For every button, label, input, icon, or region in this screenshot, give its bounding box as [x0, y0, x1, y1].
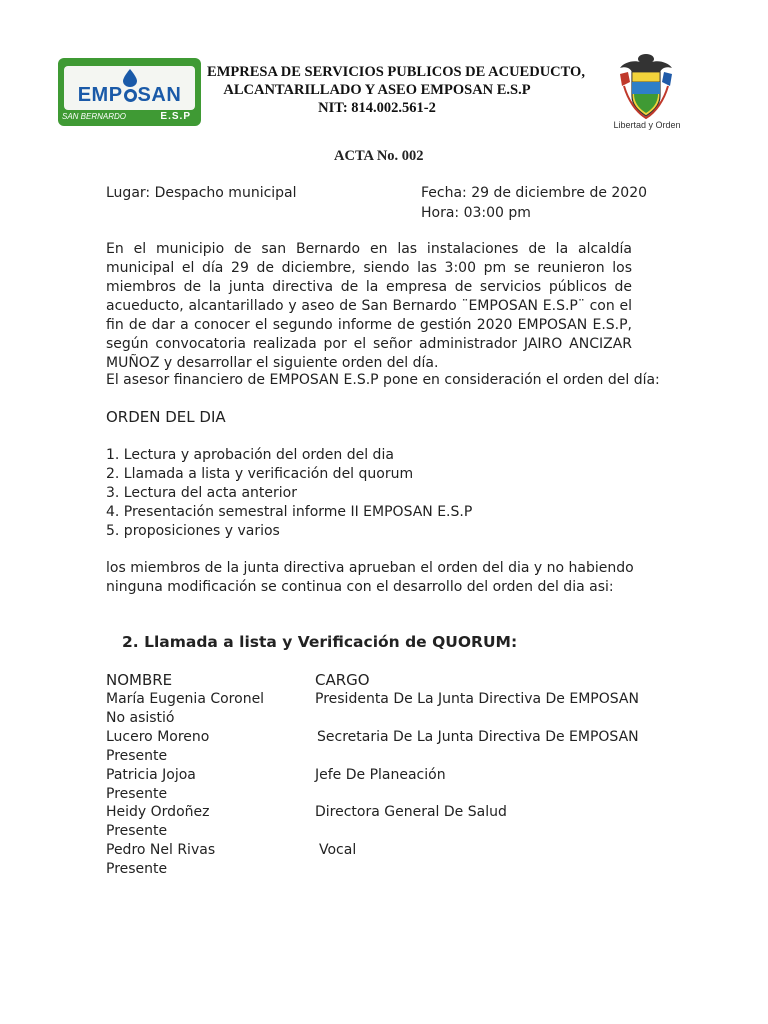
shield-motto: Libertad y Orden	[613, 120, 681, 130]
intro-paragraph: En el municipio de san Bernardo en las instalaciones de la alcaldía municipal el día 29 de diciembre, siendo las 3:00 pm se reunieron los miembros de la junta directiva de la empresa de servicios públicos de acueducto, alcantarillado y aseo de San Bernardo ¨EMPOSAN E.S.P¨ con el fin de dar a conocer el segundo informe de gestión 2020 EMPOSAN E.S.P, según convocatoria realizada por el señor administrador JAIRO ANCIZAR MUÑOZ y desarrollar el siguiente orden del día.	[106, 241, 632, 371]
logo-wordmark	[64, 85, 195, 105]
meta-fecha: Fecha: 29 de diciembre de 2020	[421, 185, 648, 201]
orden-item: 5. proposiciones y varios	[106, 523, 280, 539]
row-nombre: María Eugenia Coronel	[106, 691, 265, 707]
logo-brand-right: SAN	[137, 84, 182, 106]
row-cargo: Presidenta De La Junta Directiva De EMPOSAN	[315, 691, 639, 707]
meta-hora: Hora: 03:00 pm	[421, 205, 531, 221]
logo-panel	[64, 66, 195, 110]
logo-suffix: E.S.P	[160, 111, 191, 122]
row-nombre: Patricia Jojoa	[106, 767, 196, 783]
company-nit: NIT: 814.002.561-2	[318, 100, 436, 116]
row-estado: Presente	[106, 786, 168, 802]
col-header-cargo: CARGO	[315, 671, 370, 689]
row-estado: Presente	[106, 823, 168, 839]
aprobacion-line-2: ninguna modificación se continua con el desarrollo del orden del dia asi:	[106, 579, 614, 595]
aprobacion-line-1: los miembros de la junta directiva aprueban el orden del dia y no habiendo	[106, 560, 634, 576]
col-header-nombre: NOMBRE	[106, 671, 173, 689]
company-name-line2: ALCANTARILLADO Y ASEO EMPOSAN E.S.P	[223, 82, 531, 98]
logo-town: SAN BERNARDO	[62, 112, 127, 121]
orden-item: 3. Lectura del acta anterior	[106, 485, 297, 501]
asesor-line: El asesor financiero de EMPOSAN E.S.P pone en consideración el orden del día:	[106, 372, 660, 388]
orden-item: 4. Presentación semestral informe II EMPOSAN E.S.P	[106, 504, 473, 520]
row-estado: No asistió	[106, 710, 175, 726]
logo-brand-left: EMP	[77, 84, 123, 106]
row-cargo: Jefe De Planeación	[315, 767, 446, 783]
row-cargo: Directora General De Salud	[315, 804, 507, 820]
meta-lugar: Lugar: Despacho municipal	[106, 185, 297, 201]
row-nombre: Lucero Moreno	[106, 729, 210, 745]
coat-of-arms-icon	[614, 52, 678, 122]
company-name-line1: EMPRESA DE SERVICIOS PUBLICOS DE ACUEDUCTO,	[207, 64, 585, 80]
orden-item: 2. Llamada a lista y verificación del quorum	[106, 466, 414, 482]
emposan-logo	[58, 58, 201, 126]
acta-title: ACTA No. 002	[334, 148, 424, 164]
row-estado: Presente	[106, 748, 168, 764]
row-nombre: Pedro Nel Rivas	[106, 842, 216, 858]
row-cargo: Vocal	[319, 842, 357, 858]
orden-item: 1. Lectura y aprobación del orden del dia	[106, 447, 394, 463]
orden-heading: ORDEN DEL DIA	[106, 408, 226, 426]
row-nombre: Heidy Ordoñez	[106, 804, 210, 820]
row-cargo: Secretaria De La Junta Directiva De EMPOSAN	[317, 729, 639, 745]
logo-o-ring	[124, 89, 137, 102]
row-estado: Presente	[106, 861, 168, 877]
quorum-heading: 2. Llamada a lista y Verificación de QUORUM:	[122, 633, 518, 651]
orden-list	[106, 446, 472, 541]
